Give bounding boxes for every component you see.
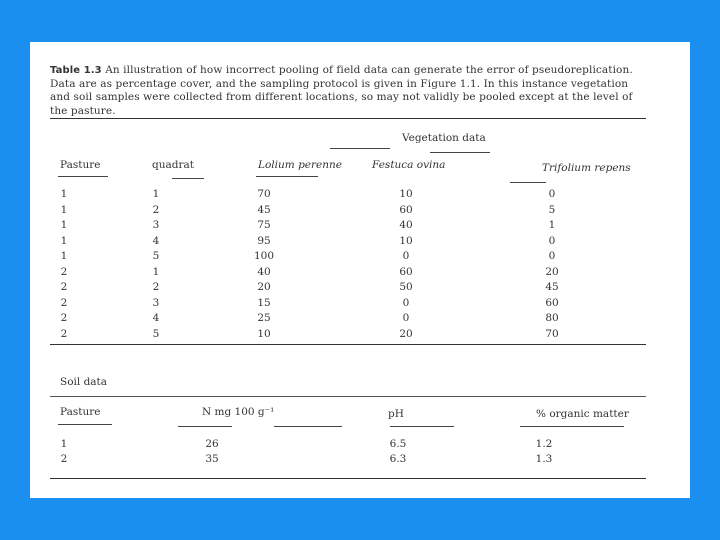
soil-cell-n: 35 bbox=[205, 453, 219, 465]
vegetation-cell-festuca: 10 bbox=[399, 188, 413, 200]
vegetation-cell-pasture: 2 bbox=[60, 312, 68, 324]
vegetation-cell-pasture: 2 bbox=[60, 281, 68, 293]
vegetation-cell-festuca: 0 bbox=[402, 250, 410, 262]
col-header-pasture: Pasture bbox=[60, 159, 101, 171]
vegetation-cell-festuca: 20 bbox=[399, 327, 413, 340]
table-label: Table 1.3 bbox=[50, 65, 102, 76]
vegetation-cell-lolium: 95 bbox=[257, 234, 271, 247]
soil-col-n: N mg 100 g⁻¹ bbox=[202, 406, 275, 418]
vegetation-cell-pasture: 1 bbox=[60, 219, 68, 231]
vegetation-cell-trifolium: 60 bbox=[545, 296, 559, 309]
vegetation-cell-lolium: 100 bbox=[253, 250, 275, 262]
vegetation-cell-trifolium: 0 bbox=[548, 188, 556, 200]
vegetation-cell-trifolium: 80 bbox=[545, 312, 559, 324]
soil-header-underline-2 bbox=[178, 426, 232, 427]
table-caption bbox=[50, 64, 650, 118]
vegetation-cell-trifolium: 5 bbox=[548, 203, 556, 216]
vegetation-cell-lolium: 45 bbox=[257, 203, 271, 216]
vegetation-cell-quadrat: 1 bbox=[152, 188, 160, 200]
vegetation-cell-quadrat: 2 bbox=[152, 203, 160, 216]
vegetation-cell-pasture: 1 bbox=[60, 250, 68, 262]
vegetation-cell-quadrat: 1 bbox=[152, 265, 160, 278]
vegetation-cell-lolium: 70 bbox=[257, 188, 271, 200]
vegetation-cell-festuca: 60 bbox=[399, 265, 413, 278]
vegetation-cell-quadrat: 2 bbox=[152, 281, 160, 293]
col-header-species-3: Trifolium repens bbox=[542, 162, 631, 174]
vegetation-cell-trifolium: 45 bbox=[545, 281, 559, 293]
soil-cell-pasture: 1 bbox=[60, 438, 68, 450]
vegetation-cell-quadrat: 5 bbox=[152, 327, 160, 340]
soil-header-underline-4 bbox=[390, 426, 454, 427]
col-header-quadrat: quadrat bbox=[152, 159, 194, 171]
vegetation-cell-pasture: 2 bbox=[60, 265, 68, 278]
soil-bottom-rule bbox=[50, 478, 646, 479]
soil-top-rule bbox=[50, 396, 646, 397]
soil-cell-om: 1.2 bbox=[535, 438, 553, 450]
soil-header-underline-3 bbox=[274, 426, 342, 427]
caption-text: An illustration of how incorrect pooling of field data can generate the error of pseudoreplication. Data are as percentage cover, and the sampling protocol is given in Figure 1.1. In this instance vegetation and soil samples were collected from different locations, so may not validly be pooled except at the level of the pasture. bbox=[50, 64, 633, 117]
vegetation-cell-lolium: 25 bbox=[257, 312, 271, 324]
vegetation-cell-trifolium: 20 bbox=[545, 265, 559, 278]
vegetation-cell-festuca: 10 bbox=[399, 234, 413, 247]
soil-col-pasture: Pasture bbox=[60, 406, 101, 418]
vegetation-cell-lolium: 15 bbox=[257, 296, 271, 309]
vegetation-cell-pasture: 2 bbox=[60, 327, 68, 340]
soil-col-ph: pH bbox=[388, 408, 404, 420]
table-bottom-rule bbox=[50, 344, 646, 345]
vegetation-cell-lolium: 75 bbox=[257, 219, 271, 231]
soil-cell-n: 26 bbox=[205, 438, 219, 450]
vegetation-cell-quadrat: 4 bbox=[152, 312, 160, 324]
soil-title: Soil data bbox=[60, 376, 108, 388]
vegetation-cell-pasture: 2 bbox=[60, 296, 68, 309]
header-underline-1 bbox=[58, 176, 108, 177]
vegetation-cell-quadrat: 4 bbox=[152, 234, 160, 247]
vegetation-cell-pasture: 1 bbox=[60, 234, 68, 247]
vegetation-cell-quadrat: 3 bbox=[152, 296, 160, 309]
col-header-species-2: Festuca ovina bbox=[372, 159, 446, 171]
vegetation-cell-trifolium: 70 bbox=[545, 327, 559, 340]
document-page bbox=[30, 42, 690, 498]
vegetation-cell-trifolium: 0 bbox=[548, 234, 556, 247]
vegetation-cell-lolium: 20 bbox=[257, 281, 271, 293]
soil-cell-pasture: 2 bbox=[60, 453, 68, 465]
vegetation-cell-pasture: 1 bbox=[60, 188, 68, 200]
group-underline-right bbox=[430, 152, 490, 153]
table-top-rule bbox=[50, 118, 646, 119]
vegetation-group-header: Vegetation data bbox=[402, 132, 486, 144]
vegetation-cell-quadrat: 3 bbox=[152, 219, 160, 231]
vegetation-cell-festuca: 40 bbox=[399, 219, 413, 231]
soil-cell-ph: 6.5 bbox=[389, 438, 407, 450]
vegetation-cell-trifolium: 0 bbox=[548, 250, 556, 262]
vegetation-cell-quadrat: 5 bbox=[152, 250, 160, 262]
header-underline-4 bbox=[510, 182, 546, 183]
soil-cell-om: 1.3 bbox=[535, 453, 553, 465]
vegetation-cell-lolium: 40 bbox=[257, 265, 271, 278]
soil-cell-ph: 6.3 bbox=[389, 453, 407, 465]
vegetation-cell-lolium: 10 bbox=[257, 327, 271, 340]
vegetation-cell-festuca: 50 bbox=[399, 281, 413, 293]
vegetation-cell-festuca: 0 bbox=[402, 312, 410, 324]
vegetation-cell-trifolium: 1 bbox=[548, 219, 556, 231]
soil-header-underline-5 bbox=[520, 426, 624, 427]
vegetation-cell-pasture: 1 bbox=[60, 203, 68, 216]
vegetation-cell-festuca: 0 bbox=[402, 296, 410, 309]
header-underline-2 bbox=[172, 178, 204, 179]
header-underline-3 bbox=[256, 176, 318, 177]
vegetation-cell-festuca: 60 bbox=[399, 203, 413, 216]
soil-col-om: % organic matter bbox=[536, 408, 629, 420]
group-underline-left bbox=[330, 148, 390, 149]
soil-header-underline-1 bbox=[58, 424, 112, 425]
col-header-species-1: Lolium perenne bbox=[258, 159, 342, 171]
